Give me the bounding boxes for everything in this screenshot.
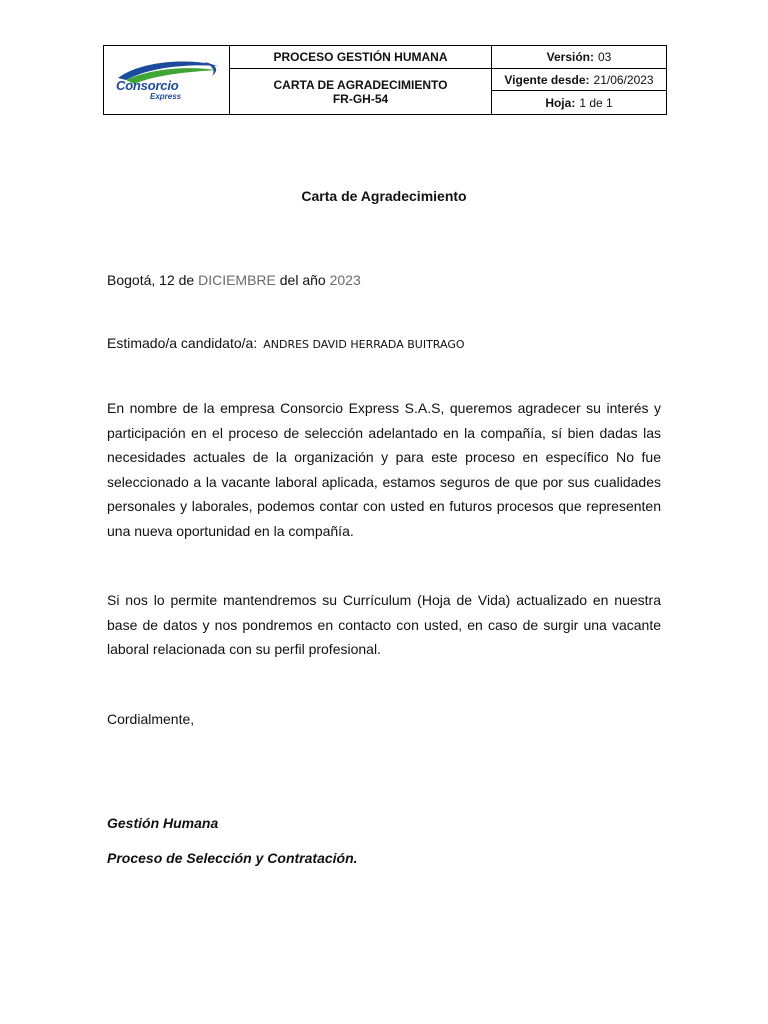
date-mid: del año <box>279 272 326 288</box>
version-cell <box>492 46 666 69</box>
letter-title: Carta de Agradecimiento <box>301 188 467 204</box>
logo-cell <box>104 46 230 114</box>
valid-from-label: Vigente desde: <box>504 72 590 87</box>
valid-from-value: 21/06/2023 <box>593 72 654 87</box>
logo-wordmark: Consorcio <box>116 78 179 93</box>
page-label: Hoja: <box>545 95 576 110</box>
version-label: Versión: <box>546 50 594 64</box>
logo-subtext: Express <box>150 92 182 101</box>
version-value: 03 <box>598 50 612 64</box>
date-prefix: Bogotá, 12 de <box>107 272 195 288</box>
date-month: DICIEMBRE <box>198 272 276 288</box>
document-header-table <box>103 45 667 115</box>
candidate-name: ANDRES DAVID HERRADA BUITRAGO <box>263 338 465 351</box>
paragraph-1: En nombre de la empresa Consorcio Express S.A.S, queremos agradecer su interés y participación en el proceso de selección adelantado en la compañía, sí bien dadas las necesidades actuales de la organización y para este proceso en específico No fue seleccionado a la vacante laboral aplicada, estamos seguros de que por sus cualidades personales y laborales, podemos contar con usted en futuros procesos que representen una nueva oportunidad en la compañía. <box>107 400 661 539</box>
page-cell <box>492 91 666 114</box>
salutation: Estimado/a candidato/a: <box>107 335 258 351</box>
valid-from-cell <box>492 69 666 91</box>
page-value: 1 de 1 <box>579 95 613 110</box>
paragraph-2: Si nos lo permite mantendremos su Currículum (Hoja de Vida) actualizado en nuestra base de datos y nos pondremos en contacto con usted, en caso de surgir una vacante laboral relacionada con su perfil profesional. <box>107 592 661 658</box>
document-code: FR-GH-54 <box>332 91 389 106</box>
salutation-line <box>107 335 465 351</box>
document-title-cell <box>230 69 492 114</box>
closing: Cordialmente, <box>107 711 195 727</box>
process-name: PROCESO GESTIÓN HUMANA <box>230 46 492 69</box>
signature-department: Gestión Humana <box>107 815 219 831</box>
date-line <box>107 272 361 288</box>
document-title: CARTA DE AGRADECIMIENTO <box>273 77 448 92</box>
signature-process: Proceso de Selección y Contratación. <box>107 850 358 866</box>
date-year: 2023 <box>329 272 361 288</box>
